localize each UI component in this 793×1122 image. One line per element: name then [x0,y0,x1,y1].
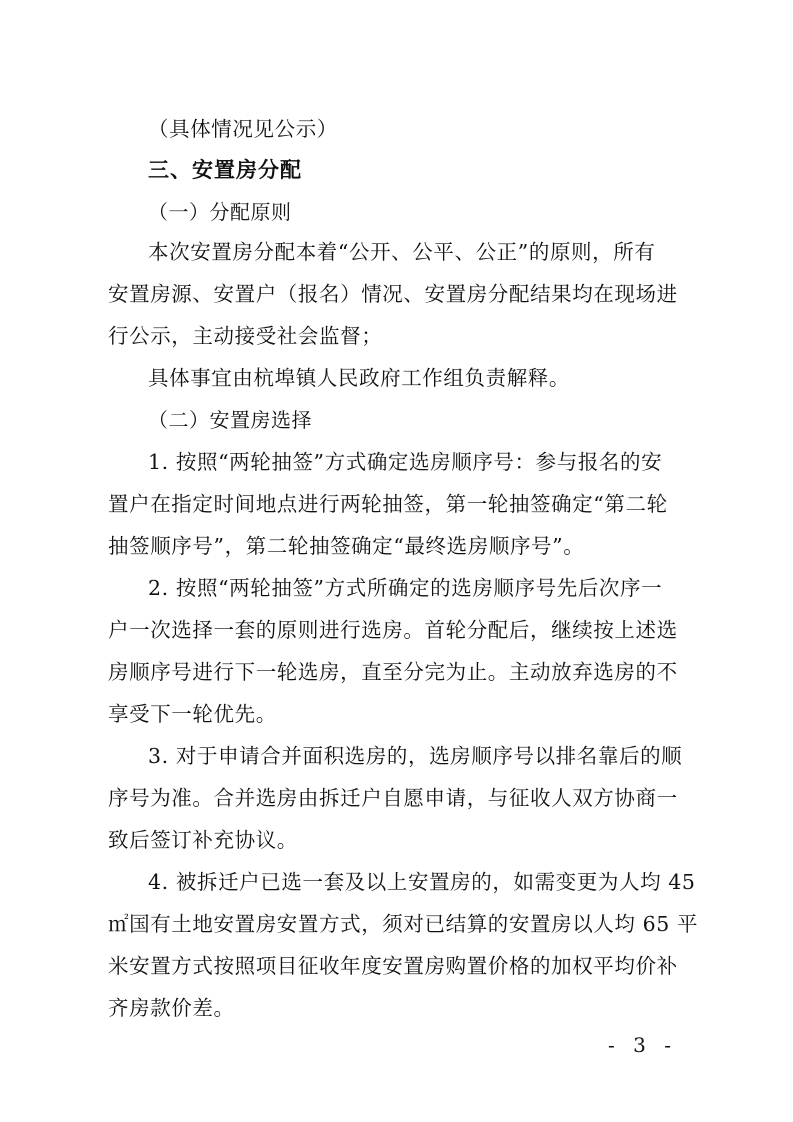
paragraph-line: 享受下一轮优先。 [108,702,277,726]
page-number: - 3 - [608,1033,677,1057]
paragraph-line: 本次安置房分配本着“公开、公平、公正”的原则，所有 [148,240,656,264]
section-heading-3: 三、安置房分配 [148,158,302,182]
paragraph-line: 序号为准。合并选房由拆迁户自愿申请，与征收人双方协商一 [108,786,678,810]
paragraph-line: 致后签订补充协议。 [108,828,298,852]
paragraph-line: 3. 对于申请合并面积选房的，选房顺序号以排名靠后的顺 [148,744,683,768]
subsection-heading-2: （二）安置房选择 [148,408,312,432]
note-public-notice: （具体情况见公示） [148,117,338,141]
paragraph-line: 行公示，主动接受社会监督； [108,324,383,348]
paragraph-line: 安置房源、安置户（报名）情况、安置房分配结果均在现场进 [108,282,678,306]
paragraph-line: 抽签顺序号”，第二轮抽签确定“最终选房顺序号”。 [108,534,585,558]
subsection-heading-1: （一）分配原则 [148,200,292,224]
paragraph-line: 置户在指定时间地点进行两轮抽签，第一轮抽签确定“第二轮 [108,492,668,516]
paragraph-line: 米安置方式按照项目征收年度安置房购置价格的加权平均价补 [108,954,678,978]
paragraph-line: 4. 被拆迁户已选一套及以上安置房的，如需变更为人均 45 [148,870,696,894]
paragraph-line: 户一次选择一套的原则进行选房。首轮分配后，继续按上述选 [108,618,678,642]
paragraph-line: 房顺序号进行下一轮选房，直至分完为止。主动放弃选房的不 [108,660,678,684]
paragraph-line: 具体事宜由杭埠镇人民政府工作组负责解释。 [148,366,570,390]
paragraph-line: 1. 按照“两轮抽签”方式确定选房顺序号：参与报名的安 [148,450,663,474]
paragraph-line: 2. 按照“两轮抽签”方式所确定的选房顺序号先后次序一 [148,576,663,600]
paragraph-line: ㎡国有土地安置房安置方式，须对已结算的安置房以人均 65 平 [108,912,699,936]
paragraph-line: 齐房款价差。 [108,996,235,1020]
